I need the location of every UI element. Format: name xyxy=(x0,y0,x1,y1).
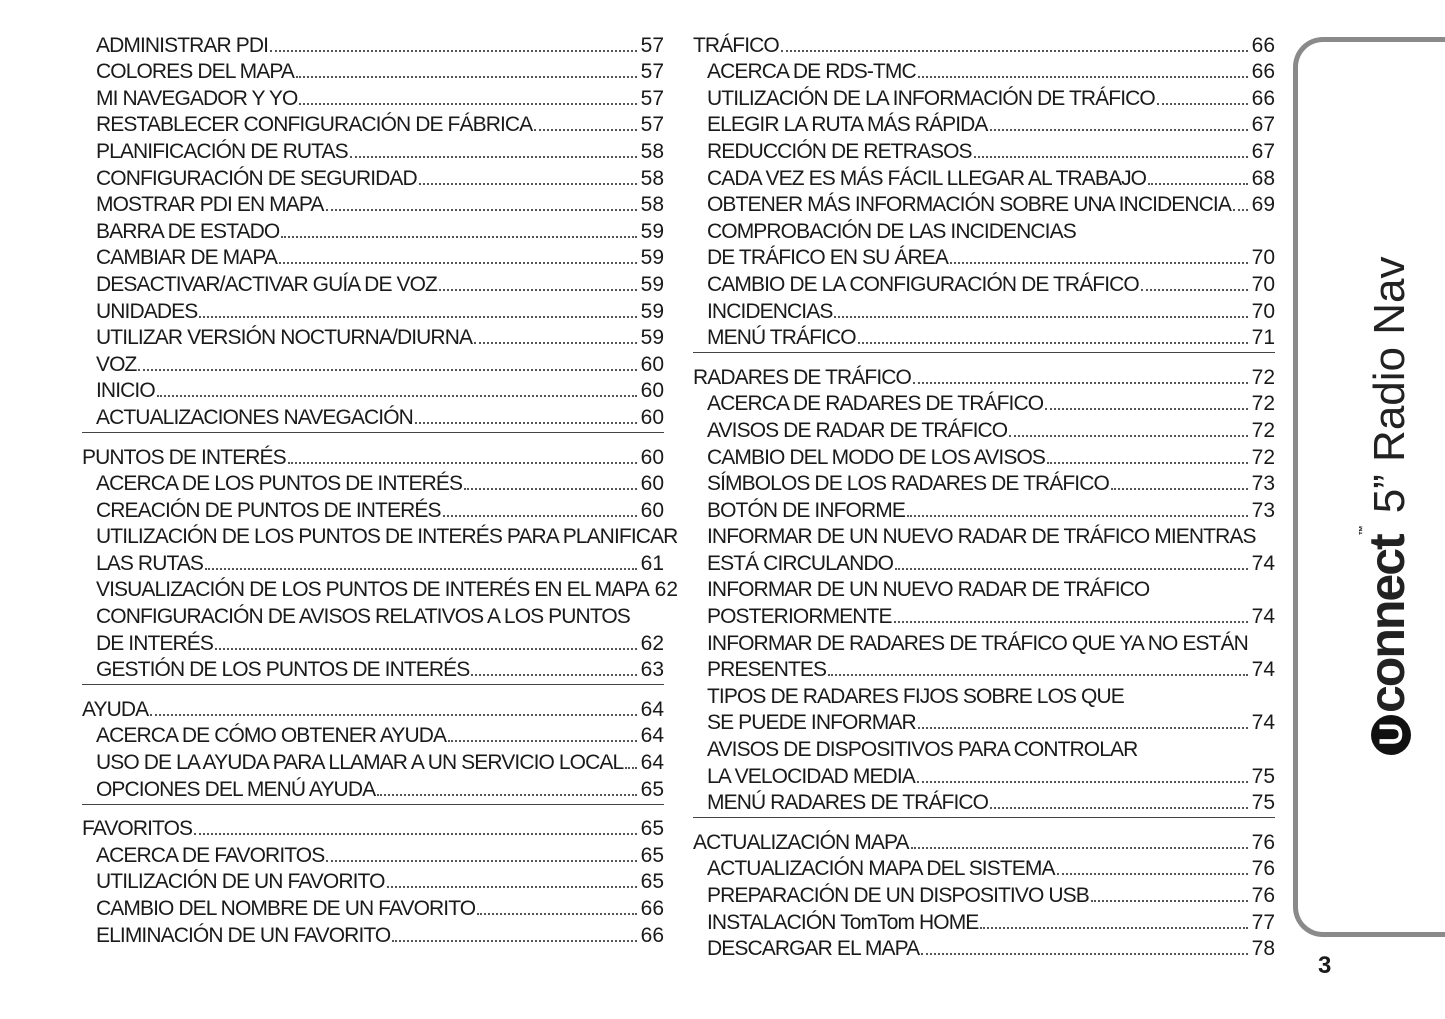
toc-entry-label: CAMBIO DE LA CONFIGURACIÓN DE TRÁFICO xyxy=(707,272,1139,296)
toc-entry[interactable] xyxy=(693,734,1275,761)
toc-entry-label: ACTUALIZACIÓN MAPA xyxy=(693,830,909,854)
toc-entry-page: 66 xyxy=(1251,33,1275,57)
toc-entry-label: INSTALACIÓN TomTom HOME xyxy=(707,910,979,934)
toc-entry[interactable] xyxy=(693,788,1275,815)
toc-entry-label: VOZ xyxy=(96,352,137,376)
toc-entry[interactable] xyxy=(693,548,1275,575)
toc-entry-page: 59 xyxy=(640,272,664,296)
toc-entry[interactable] xyxy=(82,376,664,403)
toc-entry-label: CONFIGURACIÓN DE AVISOS RELATIVOS A LOS PUNTOS xyxy=(96,605,630,629)
toc-entry[interactable] xyxy=(82,522,678,549)
toc-entry[interactable] xyxy=(693,761,1275,788)
uconnect-logo-text: connect xyxy=(1359,535,1415,713)
toc-entry[interactable] xyxy=(693,522,1275,549)
dot-leader xyxy=(415,422,637,424)
toc-entry-page: 57 xyxy=(640,86,664,110)
toc-entry-page: 65 xyxy=(640,777,664,801)
toc-entry-page: 78 xyxy=(1251,937,1275,961)
toc-entry-page: 60 xyxy=(640,379,664,403)
toc-entry-label: POSTERIORMENTE xyxy=(707,605,892,629)
dot-leader xyxy=(448,740,637,742)
toc-entry-label: BOTÓN DE INFORME xyxy=(707,498,905,522)
toc-entry-label: DESACTIVAR/ACTIVAR GUÍA DE VOZ xyxy=(96,272,437,296)
dot-leader xyxy=(974,156,1248,158)
toc-entry-page: 65 xyxy=(640,843,664,867)
toc-entry-label: ELIMINACIÓN DE UN FAVORITO xyxy=(96,923,391,947)
toc-entry-label: ADMINISTRAR PDI xyxy=(96,33,269,57)
toc-entry[interactable] xyxy=(693,362,1275,389)
toc-entry-label: CREACIÓN DE PUNTOS DE INTERÉS xyxy=(96,498,441,522)
toc-entry-page: 70 xyxy=(1251,299,1275,323)
dot-leader xyxy=(913,382,1248,384)
toc-entry-label: MENÚ RADARES DE TRÁFICO xyxy=(707,791,989,815)
toc-entry-page: 58 xyxy=(640,139,664,163)
toc-entry-page: 61 xyxy=(640,551,664,575)
dot-leader xyxy=(781,50,1248,52)
toc-entry[interactable] xyxy=(82,867,664,894)
toc-entry[interactable] xyxy=(82,548,664,575)
dot-leader xyxy=(907,515,1248,517)
toc-entry-page: 66 xyxy=(1251,60,1275,84)
toc-entry-label: UTILIZAR VERSIÓN NOCTURNA/DIURNA xyxy=(96,326,473,350)
toc-entry-page: 74 xyxy=(1251,551,1275,575)
toc-entry-label: DE INTERÉS xyxy=(96,631,214,655)
toc-entry-label: AVISOS DE RADAR DE TRÁFICO xyxy=(707,418,1008,442)
toc-entry[interactable] xyxy=(693,296,1275,323)
toc-entry[interactable] xyxy=(82,747,664,774)
toc-entry-label: UTILIZACIÓN DE LA INFORMACIÓN DE TRÁFICO xyxy=(707,86,1155,110)
dot-leader xyxy=(534,129,637,131)
dot-leader xyxy=(834,316,1248,318)
dot-leader xyxy=(894,621,1248,623)
toc-entry-label: REDUCCIÓN DE RETRASOS xyxy=(707,139,972,163)
dot-leader xyxy=(921,953,1248,955)
brand-label xyxy=(1310,215,1415,755)
toc-entry-label: SÍMBOLOS DE LOS RADARES DE TRÁFICO xyxy=(707,472,1109,496)
toc-section xyxy=(82,814,664,947)
toc-entry-label: UNIDADES xyxy=(96,299,198,323)
toc-entry[interactable] xyxy=(82,110,664,137)
toc-entry[interactable] xyxy=(82,136,664,163)
brand-text xyxy=(1358,257,1416,755)
toc-entry-label: FAVORITOS xyxy=(82,817,193,841)
toc-entry-page: 67 xyxy=(1251,139,1275,163)
toc-entry[interactable] xyxy=(693,415,1275,442)
toc-entry-page: 76 xyxy=(1251,884,1275,907)
toc-entry-page: 72 xyxy=(1251,445,1275,469)
dot-leader xyxy=(911,847,1248,849)
toc-entry-page: 70 xyxy=(1251,272,1275,296)
dot-leader xyxy=(194,833,637,835)
toc-entry-label: LAS RUTAS xyxy=(96,551,204,575)
toc-entry[interactable] xyxy=(82,269,664,296)
dot-leader xyxy=(1091,900,1248,902)
toc-entry-label: OPCIONES DEL MENÚ AYUDA xyxy=(96,777,376,801)
toc-section xyxy=(82,30,664,429)
page-number: 3 xyxy=(1318,952,1332,979)
toc-entry-page: 74 xyxy=(1251,711,1275,735)
dot-leader xyxy=(895,568,1248,570)
toc-entry[interactable] xyxy=(693,269,1275,296)
toc-entry-label: ELEGIR LA RUTA MÁS RÁPIDA xyxy=(707,113,988,137)
dot-leader xyxy=(279,262,637,264)
toc-section xyxy=(693,362,1275,814)
dot-leader xyxy=(350,156,637,158)
dot-leader xyxy=(464,488,637,490)
toc-entry-label: MENÚ TRÁFICO xyxy=(707,326,856,350)
dot-leader xyxy=(471,674,637,676)
section-divider xyxy=(82,804,664,814)
toc-entry[interactable] xyxy=(82,442,664,469)
dot-leader xyxy=(828,674,1248,676)
toc-entry[interactable] xyxy=(693,469,1275,496)
toc-entry-label: ESTÁ CIRCULANDO xyxy=(707,551,894,575)
section-divider xyxy=(82,684,664,694)
toc-entry-label: UTILIZACIÓN DE UN FAVORITO xyxy=(96,870,385,894)
toc-entry-label: ACERCA DE LOS PUNTOS DE INTERÉS xyxy=(96,472,463,496)
dot-leader xyxy=(443,515,637,517)
toc-entry-label: PUNTOS DE INTERÉS xyxy=(82,445,286,469)
toc-entry[interactable] xyxy=(82,575,678,602)
dot-leader xyxy=(281,236,637,238)
toc-entry[interactable] xyxy=(693,243,1275,270)
toc-entry[interactable] xyxy=(693,907,1275,934)
dot-leader xyxy=(980,927,1248,929)
toc-entry-page: 63 xyxy=(640,658,664,682)
toc-entry[interactable] xyxy=(693,190,1275,217)
dot-leader xyxy=(918,76,1248,78)
toc-entry-label: BARRA DE ESTADO xyxy=(96,219,280,243)
dot-leader xyxy=(917,781,1248,783)
toc-entry-page: 59 xyxy=(640,246,664,270)
dot-leader xyxy=(299,103,637,105)
toc-entry-label: SE PUEDE INFORMAR xyxy=(707,711,916,735)
toc-entry-page: 71 xyxy=(1251,326,1275,350)
toc-entry-page: 57 xyxy=(640,113,664,137)
toc-entry[interactable] xyxy=(693,708,1275,735)
toc-entry[interactable] xyxy=(82,601,664,628)
toc-entry-page: 66 xyxy=(1251,86,1275,110)
dot-leader xyxy=(157,395,637,397)
toc-entry-label: CADA VEZ ES MÁS FÁCIL LLEGAR AL TRABAJO xyxy=(707,166,1147,190)
dot-leader xyxy=(392,940,637,942)
toc-entry-label: PLANIFICACIÓN DE RUTAS xyxy=(96,139,348,163)
toc-entry[interactable] xyxy=(693,57,1275,84)
toc-entry[interactable] xyxy=(82,774,664,801)
toc-entry-label: INCIDENCIAS xyxy=(707,299,833,323)
toc-entry-label: ACERCA DE RDS-TMC xyxy=(707,60,916,84)
toc-entry[interactable] xyxy=(693,495,1275,522)
toc-entry-page: 59 xyxy=(640,299,664,323)
toc-entry-label: USO DE LA AYUDA PARA LLAMAR A UN SERVICIO LOCAL xyxy=(96,751,624,775)
dot-leader xyxy=(270,50,637,52)
toc-entry-label: CAMBIO DEL MODO DE LOS AVISOS xyxy=(707,445,1045,469)
toc-entry-page: 60 xyxy=(640,472,664,496)
toc-entry[interactable] xyxy=(82,469,664,496)
toc-entry-page: 75 xyxy=(1251,791,1275,815)
model-name: 5” Radio Nav xyxy=(1365,256,1414,514)
toc-entry-label: INFORMAR DE RADARES DE TRÁFICO QUE YA NO ESTÁN xyxy=(707,631,1248,655)
toc-right-column xyxy=(693,30,1275,960)
toc-entry-page: 60 xyxy=(640,445,664,469)
toc-section xyxy=(693,30,1275,349)
dot-leader xyxy=(625,767,637,769)
toc-entry[interactable] xyxy=(82,402,664,429)
toc-entry-label: DE TRÁFICO EN SU ÁREA xyxy=(707,246,948,270)
toc-entry-label: INFORMAR DE UN NUEVO RADAR DE TRÁFICO xyxy=(707,578,1150,602)
toc-section xyxy=(693,827,1275,960)
dot-leader xyxy=(1141,289,1248,291)
toc-entry-label: AVISOS DE DISPOSITIVOS PARA CONTROLAR xyxy=(707,738,1138,762)
dot-leader xyxy=(387,886,637,888)
toc-entry[interactable] xyxy=(693,30,1275,57)
toc-entry-page: 66 xyxy=(640,923,664,947)
dot-leader xyxy=(1009,435,1248,437)
dot-leader xyxy=(1148,183,1248,185)
toc-entry[interactable] xyxy=(693,601,1275,628)
toc-entry-label: AYUDA xyxy=(82,697,149,721)
toc-entry-label: GESTIÓN DE LOS PUNTOS DE INTERÉS xyxy=(96,658,470,682)
dot-leader xyxy=(858,342,1248,344)
toc-entry[interactable] xyxy=(82,814,664,841)
toc-entry[interactable] xyxy=(693,628,1275,655)
toc-entry[interactable] xyxy=(82,721,664,748)
toc-entry[interactable] xyxy=(693,442,1275,469)
toc-entry-page: 64 xyxy=(640,724,664,748)
toc-entry-page: 64 xyxy=(640,751,664,775)
dot-leader xyxy=(377,794,637,796)
toc-entry[interactable] xyxy=(693,880,1275,907)
toc-entry-label: DESCARGAR EL MAPA xyxy=(707,937,920,961)
toc-entry[interactable] xyxy=(693,655,1275,682)
dot-leader xyxy=(1157,103,1248,105)
toc-entry-page: 64 xyxy=(640,697,664,721)
toc-entry-label: TRÁFICO xyxy=(693,33,779,57)
uconnect-logo xyxy=(1359,527,1415,755)
toc-entry-label: MOSTRAR PDI EN MAPA xyxy=(96,193,324,217)
toc-entry[interactable] xyxy=(82,30,664,57)
toc-entry-label: TIPOS DE RADARES FIJOS SOBRE LOS QUE xyxy=(707,684,1124,708)
toc-entry-label: ACERCA DE CÓMO OBTENER AYUDA xyxy=(96,724,447,748)
dot-leader xyxy=(990,129,1248,131)
toc-entry-label: OBTENER MÁS INFORMACIÓN SOBRE UNA INCIDENCIA xyxy=(707,193,1231,217)
section-divider xyxy=(693,352,1275,362)
toc-entry-page: 76 xyxy=(1251,857,1275,881)
toc-entry-label: ACTUALIZACIONES NAVEGACIÓN xyxy=(96,405,413,429)
toc-entry[interactable] xyxy=(693,827,1275,854)
toc-entry-label: PREPARACIÓN DE UN DISPOSITIVO USB xyxy=(707,884,1089,907)
toc-entry[interactable] xyxy=(82,296,664,323)
dot-leader xyxy=(215,648,637,650)
toc-entry-label: ACERCA DE FAVORITOS xyxy=(96,843,325,867)
toc-entry[interactable] xyxy=(693,854,1275,881)
toc-entry-page: 62 xyxy=(640,631,664,655)
toc-entry[interactable] xyxy=(693,136,1275,163)
dot-leader xyxy=(1057,873,1248,875)
dot-leader xyxy=(1047,462,1248,464)
toc-left-column xyxy=(82,30,678,947)
toc-entry-page: 59 xyxy=(640,326,664,350)
dot-leader xyxy=(1045,408,1248,410)
toc-entry-page: 60 xyxy=(640,405,664,429)
toc-entry-label: INFORMAR DE UN NUEVO RADAR DE TRÁFICO MIENTRAS xyxy=(707,525,1256,549)
dot-leader xyxy=(150,714,637,716)
toc-section xyxy=(82,442,678,682)
dot-leader xyxy=(918,727,1248,729)
toc-entry[interactable] xyxy=(693,83,1275,110)
toc-entry[interactable] xyxy=(82,920,664,947)
dot-leader xyxy=(477,913,637,915)
dot-leader xyxy=(138,369,637,371)
toc-entry[interactable] xyxy=(82,349,664,376)
dot-leader xyxy=(1111,488,1248,490)
toc-entry[interactable] xyxy=(693,110,1275,137)
toc-entry-label: VISUALIZACIÓN DE LOS PUNTOS DE INTERÉS EN EL MAPA xyxy=(96,578,649,602)
toc-entry-label: MI NAVEGADOR Y YO xyxy=(96,86,298,110)
toc-entry-label: ACTUALIZACIÓN MAPA DEL SISTEMA xyxy=(707,857,1055,881)
toc-entry[interactable] xyxy=(693,163,1275,190)
toc-entry[interactable] xyxy=(82,190,664,217)
toc-entry-label: COLORES DEL MAPA xyxy=(96,60,294,84)
toc-entry-label: CONFIGURACIÓN DE SEGURIDAD xyxy=(96,166,417,190)
dot-leader xyxy=(419,183,637,185)
uconnect-u-icon: U xyxy=(1371,715,1411,755)
section-divider xyxy=(82,432,664,442)
dot-leader xyxy=(1233,209,1248,211)
toc-entry-page: 74 xyxy=(1251,605,1275,629)
dot-leader xyxy=(288,462,637,464)
toc-entry-page: 70 xyxy=(1251,246,1275,270)
toc-entry[interactable] xyxy=(82,655,664,682)
toc-entry-page: 57 xyxy=(640,60,664,84)
toc-entry-page: 77 xyxy=(1251,910,1275,934)
toc-entry[interactable] xyxy=(693,934,1275,961)
dot-leader xyxy=(205,568,637,570)
toc-entry-label: RESTABLECER CONFIGURACIÓN DE FÁBRICA xyxy=(96,113,533,137)
dot-leader xyxy=(474,342,637,344)
toc-entry[interactable] xyxy=(693,575,1275,602)
toc-entry[interactable] xyxy=(82,628,664,655)
toc-entry-label: INICIO xyxy=(96,379,155,403)
toc-section xyxy=(82,694,664,800)
toc-entry[interactable] xyxy=(693,216,1275,243)
toc-entry-page: 62 xyxy=(654,578,678,602)
toc-entry[interactable] xyxy=(82,840,664,867)
dot-leader xyxy=(326,860,637,862)
dot-leader xyxy=(296,76,637,78)
toc-entry-page: 58 xyxy=(640,193,664,217)
toc-entry-label: COMPROBACIÓN DE LAS INCIDENCIAS xyxy=(707,219,1076,243)
toc-entry-page: 72 xyxy=(1251,365,1275,389)
toc-entry-page: 57 xyxy=(640,33,664,57)
toc-entry-label: CAMBIO DEL NOMBRE DE UN FAVORITO xyxy=(96,897,476,920)
toc-entry-page: 72 xyxy=(1251,418,1275,442)
toc-entry-page: 58 xyxy=(640,166,664,190)
toc-entry-label: LA VELOCIDAD MEDIA xyxy=(707,764,915,788)
dot-leader xyxy=(990,807,1248,809)
dot-leader xyxy=(326,209,637,211)
toc-entry-page: 65 xyxy=(640,870,664,894)
toc-entry-page: 76 xyxy=(1251,830,1275,854)
toc-entry-label: PRESENTES xyxy=(707,658,827,682)
toc-entry-page: 59 xyxy=(640,219,664,243)
toc-entry[interactable] xyxy=(82,495,664,522)
dot-leader xyxy=(950,262,1248,264)
toc-entry[interactable] xyxy=(82,323,664,350)
toc-entry[interactable] xyxy=(82,893,664,920)
toc-entry-page: 73 xyxy=(1251,498,1275,522)
toc-entry-label: CAMBIAR DE MAPA xyxy=(96,246,277,270)
toc-entry[interactable] xyxy=(693,681,1275,708)
dot-leader xyxy=(199,316,637,318)
toc-entry-page: 73 xyxy=(1251,472,1275,496)
toc-entry[interactable] xyxy=(693,389,1275,416)
toc-entry-page: 67 xyxy=(1251,113,1275,137)
toc-entry-label: UTILIZACIÓN DE LOS PUNTOS DE INTERÉS PARA PLANIFICAR xyxy=(96,525,678,549)
toc-entry-label: ACERCA DE RADARES DE TRÁFICO xyxy=(707,392,1044,416)
trademark-mark: ™ xyxy=(1358,527,1369,536)
toc-entry[interactable] xyxy=(82,694,664,721)
toc-entry-page: 75 xyxy=(1251,764,1275,788)
toc-entry[interactable] xyxy=(82,243,664,270)
toc-entry-page: 60 xyxy=(640,498,664,522)
toc-entry[interactable] xyxy=(82,83,664,110)
toc-entry-page: 65 xyxy=(640,817,664,841)
toc-entry-page: 68 xyxy=(1251,166,1275,190)
toc-entry-page: 69 xyxy=(1251,193,1275,217)
toc-entry-label: RADARES DE TRÁFICO xyxy=(693,365,911,389)
toc-entry[interactable] xyxy=(82,163,664,190)
toc-entry[interactable] xyxy=(82,57,664,84)
toc-entry-page: 66 xyxy=(640,897,664,920)
toc-entry-page: 74 xyxy=(1251,658,1275,682)
toc-entry[interactable] xyxy=(82,216,664,243)
toc-entry[interactable] xyxy=(693,323,1275,350)
toc-entry-page: 72 xyxy=(1251,392,1275,416)
toc-entry-page: 60 xyxy=(640,352,664,376)
dot-leader xyxy=(439,289,637,291)
section-divider xyxy=(693,817,1275,827)
